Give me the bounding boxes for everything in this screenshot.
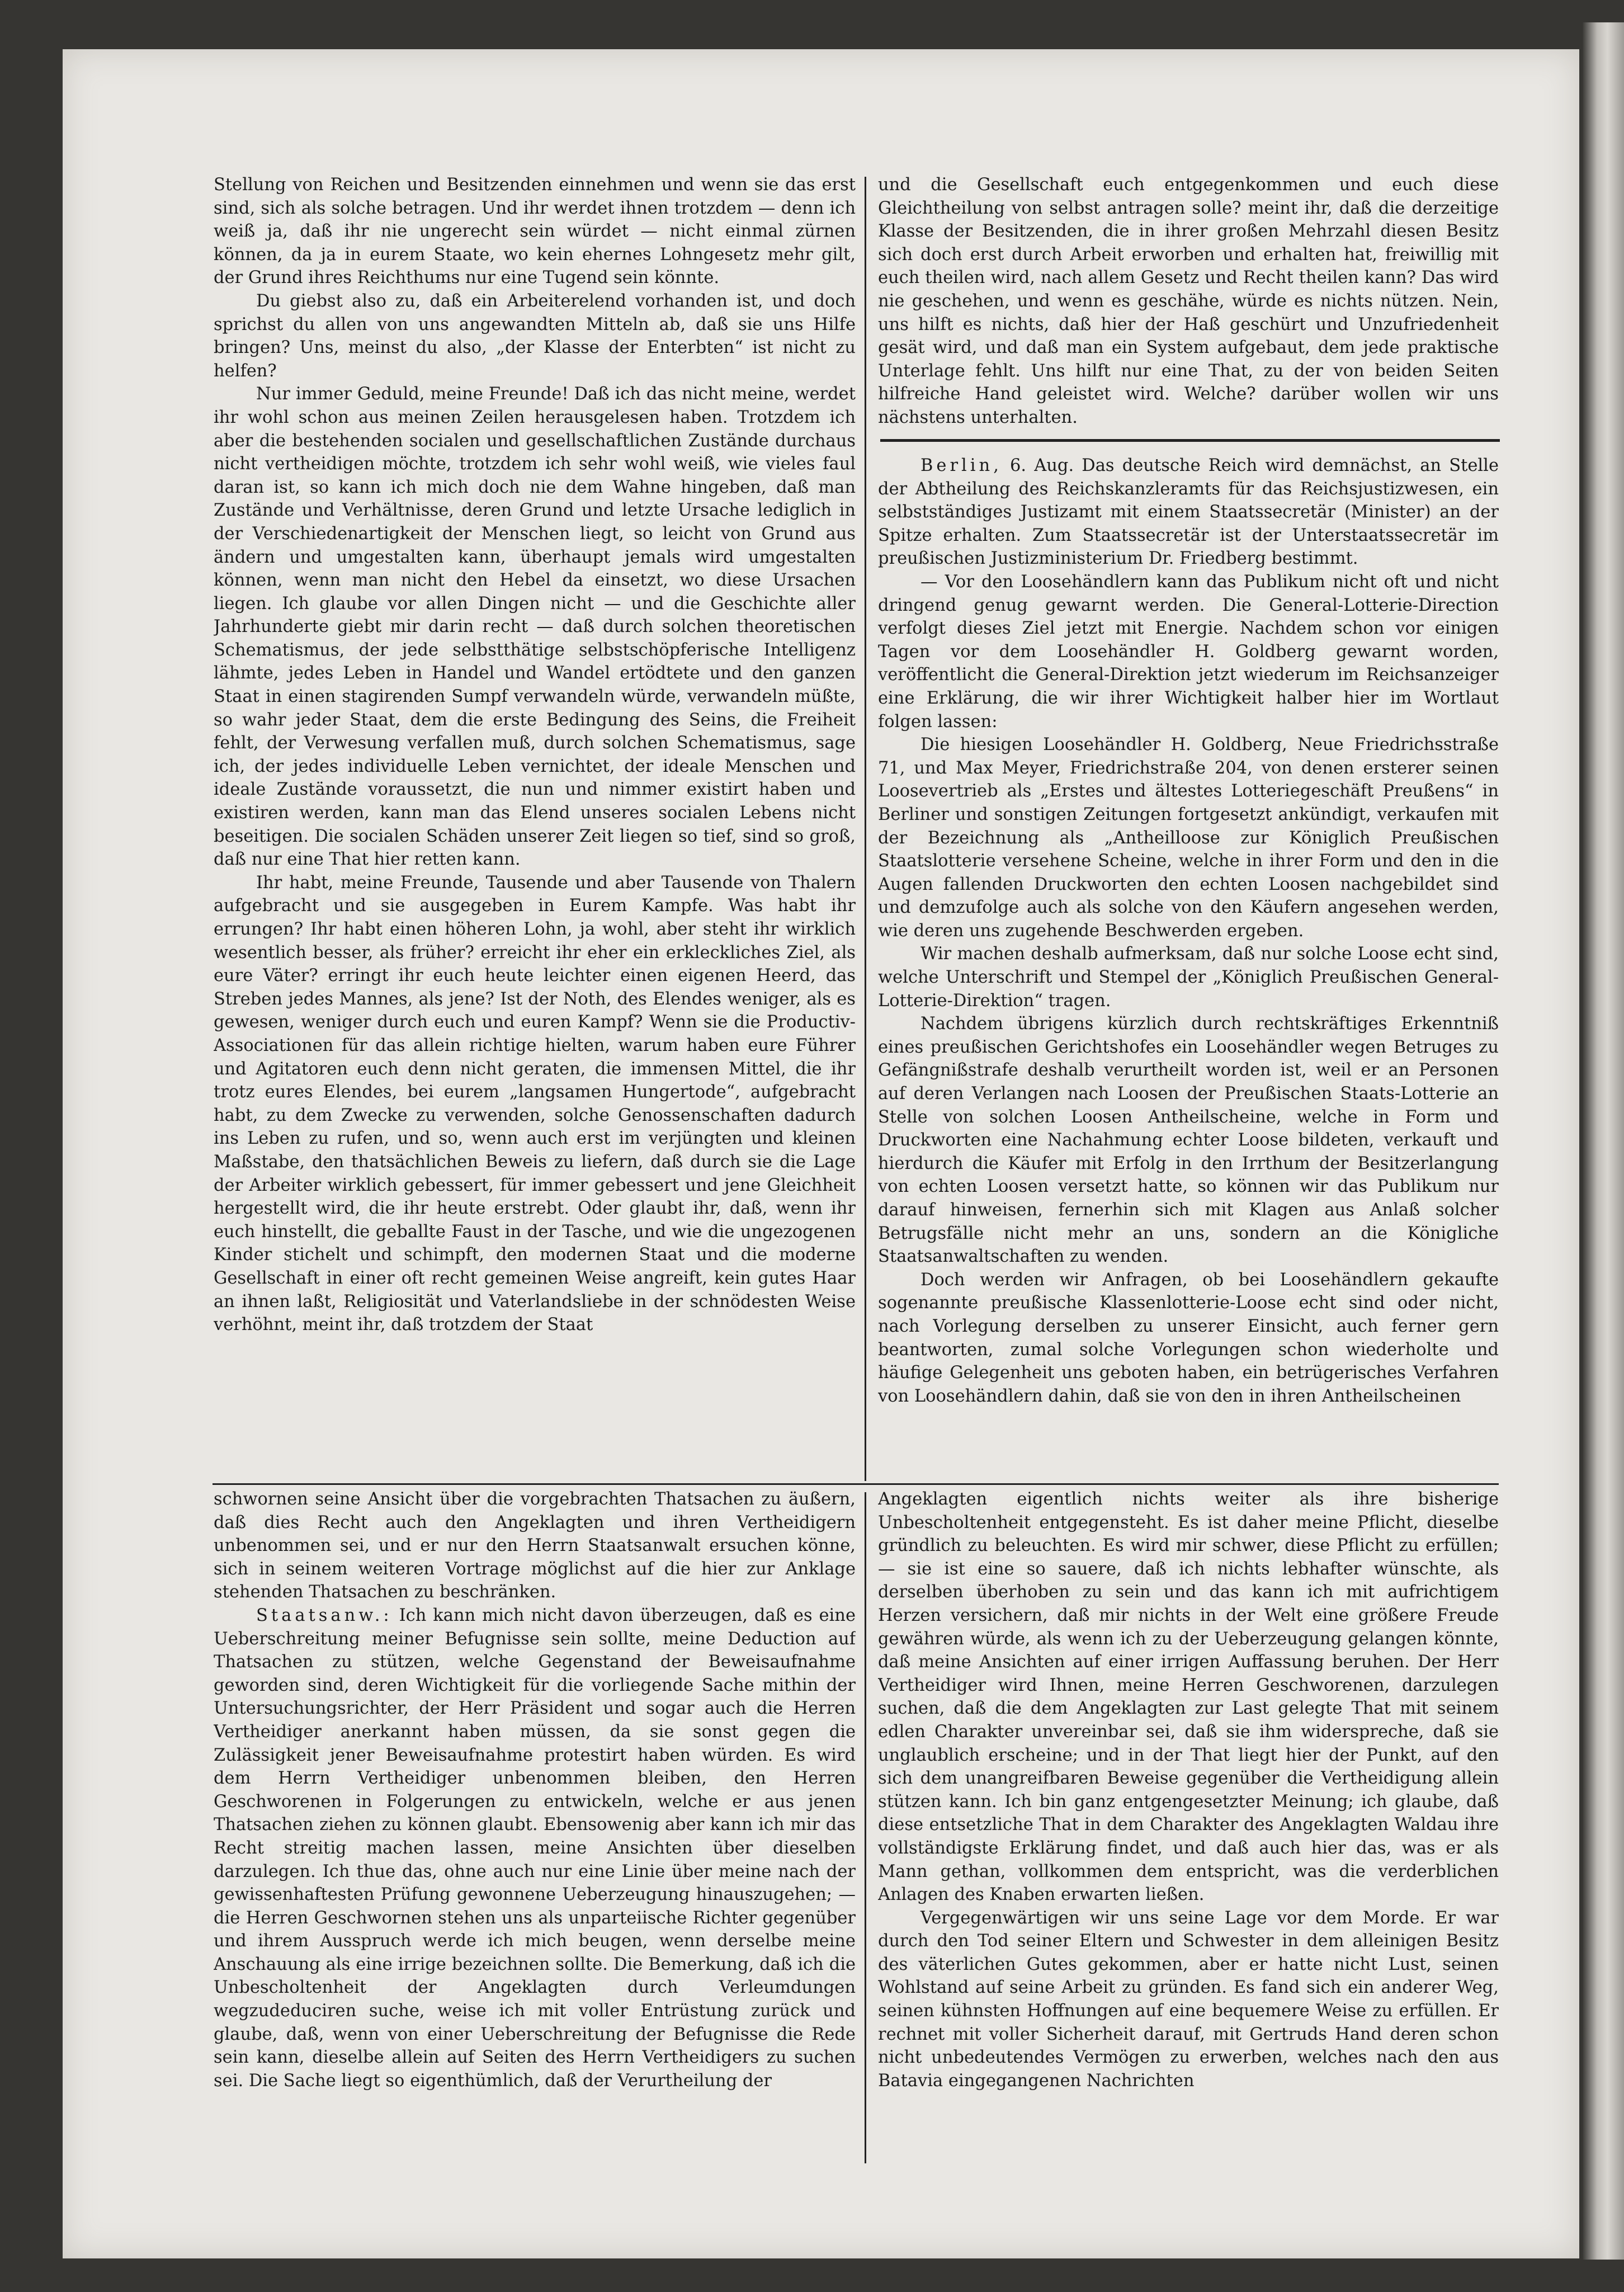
dateline-date: 6. Aug.: [1010, 456, 1074, 475]
quoted-announcement: Nachdem übrigens kürzlich durch rechtskräftiges Erkenntniß eines preußischen Gerichtshofes ein Loosehändler wegen Betruges zu Gefängnißstrafe deshalb verurtheilt worden ist, weil er an Personen auf deren Verlangen nach Loosen der Preußischen Staats-Lotterie an Stelle von solchen Loosen Antheilscheine, welche in Form und Druckworten eine Nachahmung echter Loose bildeten, verkauft und hierdurch die Käufer mit Erfolg in den Irrthum der Besitzerlangung von echten Loosen versetzt hatte, so können wir das Publikum nur darauf hinweisen, fernerhin sich mit Klagen aus Anlaß solcher Betrugsfälle nicht mehr an uns, sondern an die Königliche Staatsanwaltschaften zu wenden.: [878, 1014, 1499, 1267]
news-text: Das deutsche Reich wird demnächst, an Stelle der Abtheilung des Reichskanzleramts für das Reichsjustizwesen, ein selbstständiges Justizamt mit einem Staatssecretär (Minister) an der Spitze erhalten. Zum Staatssecretär ist der Unterstaatssecretär im preußischen Justizministerium Dr. Friedberg bestimmt.: [878, 456, 1499, 569]
paragraph: Ihr habt, meine Freunde, Tausende und aber Tausende von Thalern aufgebracht und sie ausgegeben in Eurem Kampfe. Was habt ihr errungen? Ihr habt einen höheren Lohn, ja wohl, aber steht ihr wirklich wesentlich besser, als früher? erreicht ihr eher ein erkleckliches Ziel, als eure Väter? erringt ihr euch heute leichter einen eigenen Heerd, das Streben jedes Mannes, als jene? Ist der Noth, des Elendes weniger, als es gewesen, weniger durch euch und euren Kampf? Wenn sie die Productiv-Associationen für das allein richtige hielten, warum haben eure Führer und Agitatoren euch denn nicht geraten, die immensen Mittel, die ihr trotz eures Elendes, bei eurem „langsamen Hungertode“, aufgebracht habt, zu dem Zwecke zu verwenden, solche Genossenschaften dadurch ins Leben zu rufen, und so, wenn auch erst im verjüngten und kleinen Maßstabe, den thatsächlichen Beweis zu liefern, daß durch sie die Lage der Arbeiter wirklich gebessert, für immer gebessert und jene Gleichheit hergestellt wird, die ihr heute erstrebt. Oder glaubt ihr, daß, wenn ihr euch hinstellt, die geballte Faust in der Tasche, und wie die ungezogenen Kinder stichelt und schimpft, den modernen Staat und die moderne Gesellschaft in einer oft recht gemeinen Weise angreift, kein gutes Haar an ihnen laßt, Religiosität und Vaterlandsliebe in der schnödesten Weise verhöhnt, meint ihr, daß trotzdem der Staat: [214, 873, 856, 1335]
paragraph: Stellung von Reichen und Besitzenden einnehmen und wenn sie das erst sind, sich als solche betragen. Und ihr werdet ihnen trotzdem — denn ich weiß ja, daß ihr nie ungerecht sein würdet — nicht einmal zürnen können, da ja in eurem Staate, wo kein ehernes Lohngesetz mehr gilt, der Grund ihres Reichthums nur eine Tugend sein könnte.: [214, 175, 856, 288]
dateline-place: Berlin,: [920, 456, 1002, 475]
news-item-reichsjustizamt: [878, 454, 1499, 570]
feuilleton-separator-rule: [213, 1483, 1499, 1485]
news-section: [878, 454, 1499, 1483]
column-bottom-left: [214, 1488, 856, 2164]
quoted-announcement: Doch werden wir Anfragen, ob bei Loosehändlern gekaufte sogenannte preußische Klassenlotterie-Loose echt sind oder nicht, nach Vorlegung derselben zu unserer Einsicht, auch ferner gern beantworten, zumal solche Vorlegungen schon wiederholte und häufige Gelegenheit uns geboten haben, ein betrügerisches Verfahren von Loosehändlern dahin, daß sie von den in ihren Antheilscheinen: [878, 1270, 1499, 1406]
news-item-loosehaendler: — Vor den Loosehändlern kann das Publikum nicht oft und nicht dringend genug gewarnt werden. Die General-Lotterie-Direction verfolgt dieses Ziel jetzt mit Energie. Nachdem schon vor einigen Tagen vor dem Loosehändler H. Goldberg gewarnt worden, veröffentlicht die General-Direktion jetzt wiederum im Reichsanzeiger eine Erklärung, die wir ihrer Wichtigkeit halber hier im Wortlaut folgen lassen:: [878, 572, 1499, 732]
column-top-left: [214, 173, 856, 1485]
paragraph: [214, 1604, 856, 2092]
column-top-right: [878, 173, 1499, 436]
article-separator-rule: [880, 439, 1500, 442]
article-continuation: und die Gesellschaft euch entgegenkommen und euch diese Gleichtheilung von selbst antragen solle? meint ihr, daß die derzeitige Klasse der Besitzenden, die in ihrer großen Mehrzahl diesen Besitz sich doch erst durch Arbeit erworben und erhalten hat, freiwillig mit euch theilen wird, nach allem Gesetz und Recht theilen kann? Das wird nie geschehen, und wenn es geschähe, würde es nichts nützen. Nein, uns hilft es nichts, daß hier der Haß geschürt und Unzufriedenheit gesät wird, und daß man ein System aufgebaut, dem jede praktische Unterlage fehlt. Uns hilft nur eine That, zu der von beiden Seiten hilfreiche Hand geleistet wird. Welche? darüber wollen wir uns nächstens unterhalten.: [878, 175, 1499, 427]
adjacent-page-edge: [1583, 22, 1624, 2260]
column-divider: [865, 1492, 866, 2163]
quoted-announcement: Wir machen deshalb aufmerksam, daß nur solche Loose echt sind, welche Unterschrift und Stempel der „Königlich Preußischen General-Lotterie-Direktion“ tragen.: [878, 944, 1499, 1011]
quoted-announcement: Die hiesigen Loosehändler H. Goldberg, Neue Friedrichsstraße 71, und Max Meyer, Friedrichstraße 204, von denen ersterer seinen Loosevertrieb als „Erstes und ältestes Lotteriegeschäft Preußens“ in Berliner und sonstigen Zeitungen fortgesetzt ankündigt, verkaufen mit der Bezeichnung als „Antheilloose zur Königlich Preußischen Staatslotterie versehene Scheine, welche in ihrer Form und den in die Augen fallenden Druckworten den echten Loosen nachgebildet sind und demzufolge auch als solche von den Käufern angesehen werden, wie deren uns zugehende Beschwerden ergeben.: [878, 735, 1499, 941]
column-divider: [865, 177, 866, 1481]
paragraph: Vergegenwärtigen wir uns seine Lage vor dem Morde. Er war durch den Tod seiner Eltern und Schwester in dem alleinigen Besitz des väterlichen Gutes gekommen, aber er hatte nicht Lust, seinen Wohlstand auf seine Arbeit zu gründen. Es fand sich ein anderer Weg, seinen kühnsten Hoffnungen auf eine bequemere Weise zu erfüllen. Er rechnet mit voller Sicherheit darauf, mit Gertruds Hand deren schon nicht unbedeutendes Vermögen zu erwerben, welches nach den aus Batavia eingegangenen Nachrichten: [878, 1908, 1499, 2091]
speech-text: Ich kann mich nicht davon überzeugen, daß es eine Ueberschreitung meiner Befugnisse sein sollte, meine Deduction auf Thatsachen zu stützen, welche Gegenstand der Beweisaufnahme geworden sind, deren Wichtigkeit für die vorliegende Sache mithin der Untersuchungsrichter, der Herr Präsident und sogar auch die Herren Vertheidiger anerkannt haben müssen, da sie sonst gegen die Zulässigkeit jener Beweisaufnahme protestirt haben würden. Es wird dem Herrn Vertheidiger unbenommen bleiben, den Herren Geschworenen in Folgerungen zu entwickeln, welche er aus jenen Thatsachen ziehen zu können glaubt. Ebensowenig aber kann ich mir das Recht streitig machen lassen, meine Ansichten über dieselben darzulegen. Ich thue das, ohne auch nur eine Linie über meine nach der gewissenhaftesten Prüfung gewonnene Ueberzeugung hinauszugehen; — die Herren Geschwornen stehen uns als unparteiische Richter gegenüber und ihrem Ausspruch werde ich mich beugen, wenn derselbe meine Anschauung als eine irrige bezeichnen sollte. Die Bemerkung, daß ich die Unbescholtenheit der Angeklagten durch Verleumdungen wegzudeduciren suche, weise ich mit voller Entrüstung zurück und glaube, daß, wenn von einer Ueberschreitung der Befugnisse die Rede sein kann, dieselbe allein auf Seiten des Herrn Vertheidigers zu suchen sei. Die Sache liegt so eigenthümlich, daß der Verurtheilung der: [214, 1605, 856, 2091]
speaker-label: Staatsanw.:: [256, 1605, 393, 1625]
paragraph: schwornen seine Ansicht über die vorgebrachten Thatsachen zu äußern, daß dies Recht auch den Angeklagten und ihren Vertheidigern unbenommen sei, und er nur den Herrn Staatsanwalt ersuchen könne, sich in seinem weiteren Vortrage möglichst auf die hier zur Anklage stehenden Thatsachen zu beschränken.: [214, 1489, 856, 1602]
paragraph: Du giebst also zu, daß ein Arbeiterelend vorhanden ist, und doch sprichst du allen von uns angewandten Mitteln ab, daß sie uns Hilfe bringen? Uns, meinst du also, „der Klasse der Enterbten“ ist nicht zu helfen?: [214, 291, 856, 381]
column-bottom-right: [878, 1488, 1499, 2164]
paragraph: Angeklagten eigentlich nichts weiter als ihre bisherige Unbescholtenheit entgegensteht. Es ist daher meine Pflicht, dieselbe gründlich zu beleuchten. Es wird mir schwer, diese Pflicht zu erfüllen; — sie ist eine so sauere, daß ich nichts lebhafter wünschte, als derselben überhoben zu sein und das kann ich mit aufrichtigem Herzen versichern, daß mir nichts in der Welt eine größere Freude gewähren würde, als wenn ich zu der Ueberzeugung gelangen könnte, daß meine Ansichten auf einer irrigen Auffassung beruhen. Der Herr Vertheidiger wird Ihnen, meine Herren Geschworenen, darzulegen suchen, daß die dem Angeklagten zur Last gelegte That mit seinem edlen Charakter unvereinbar sei, daß sie ihm widerspreche, daß sie unglaublich erscheine; und in der That liegt hier der Punkt, auf den sich dem unangreifbaren Beweise gegenüber die Vertheidigung allein stützen kann. Ich bin ganz entgengesetzter Meinung; ich glaube, daß diese entsetzliche That in dem Charakter des Angeklagten Waldau ihre vollständigste Erklärung findet, und daß auch hier das, was er als Mann gethan, vollkommen dem entspricht, was die verderblichen Anlagen des Knaben erwarten ließen.: [878, 1489, 1499, 1905]
paragraph: Nur immer Geduld, meine Freunde! Daß ich das nicht meine, werdet ihr wohl schon aus meinen Zeilen herausgelesen haben. Trotzdem ich aber die bestehenden socialen und gesellschaftlichen Zustände durchaus nicht vertheidigen möchte, trotzdem ich sehr wohl weiß, wie vieles faul daran ist, so kann ich mich doch nie dem Wahne hingeben, daß man Zustände und Verhältnisse, deren Grund und letzte Ursache lediglich in der Verschiedenartigkeit der Menschen liegt, so leicht von Grund aus ändern und umgestalten kann, überhaupt jemals wird umgestalten können, wenn man nicht den Hebel da einsetzt, wo diese Ursachen liegen. Ich glaube vor allen Dingen nicht — und die Geschichte aller Jahrhunderte giebt mir darin recht — daß durch solchen theoretischen Schematismus, der jede selbstthätige selbstschöpferische Intelligenz lähmte, jedes Leben in Handel und Wandel ertödtete und den ganzen Staat in einen stagirenden Sumpf verwandeln würde, verwandeln müßte, so wahr jeder Staat, dem die erste Bedingung des Seins, die Freiheit fehlt, der Verwesung verfallen muß, durch solchen Schematismus, sage ich, der jedes individuelle Leben vernichtet, der ideale Menschen und ideale Zustände voraussetzt, die nun und nimmer existirt haben und existiren werden, kann man das Elend unseres socialen Lebens nicht beseitigen. Die socialen Schäden unserer Zeit liegen so tief, sind so groß, daß nur eine That hier retten kann.: [214, 384, 856, 870]
